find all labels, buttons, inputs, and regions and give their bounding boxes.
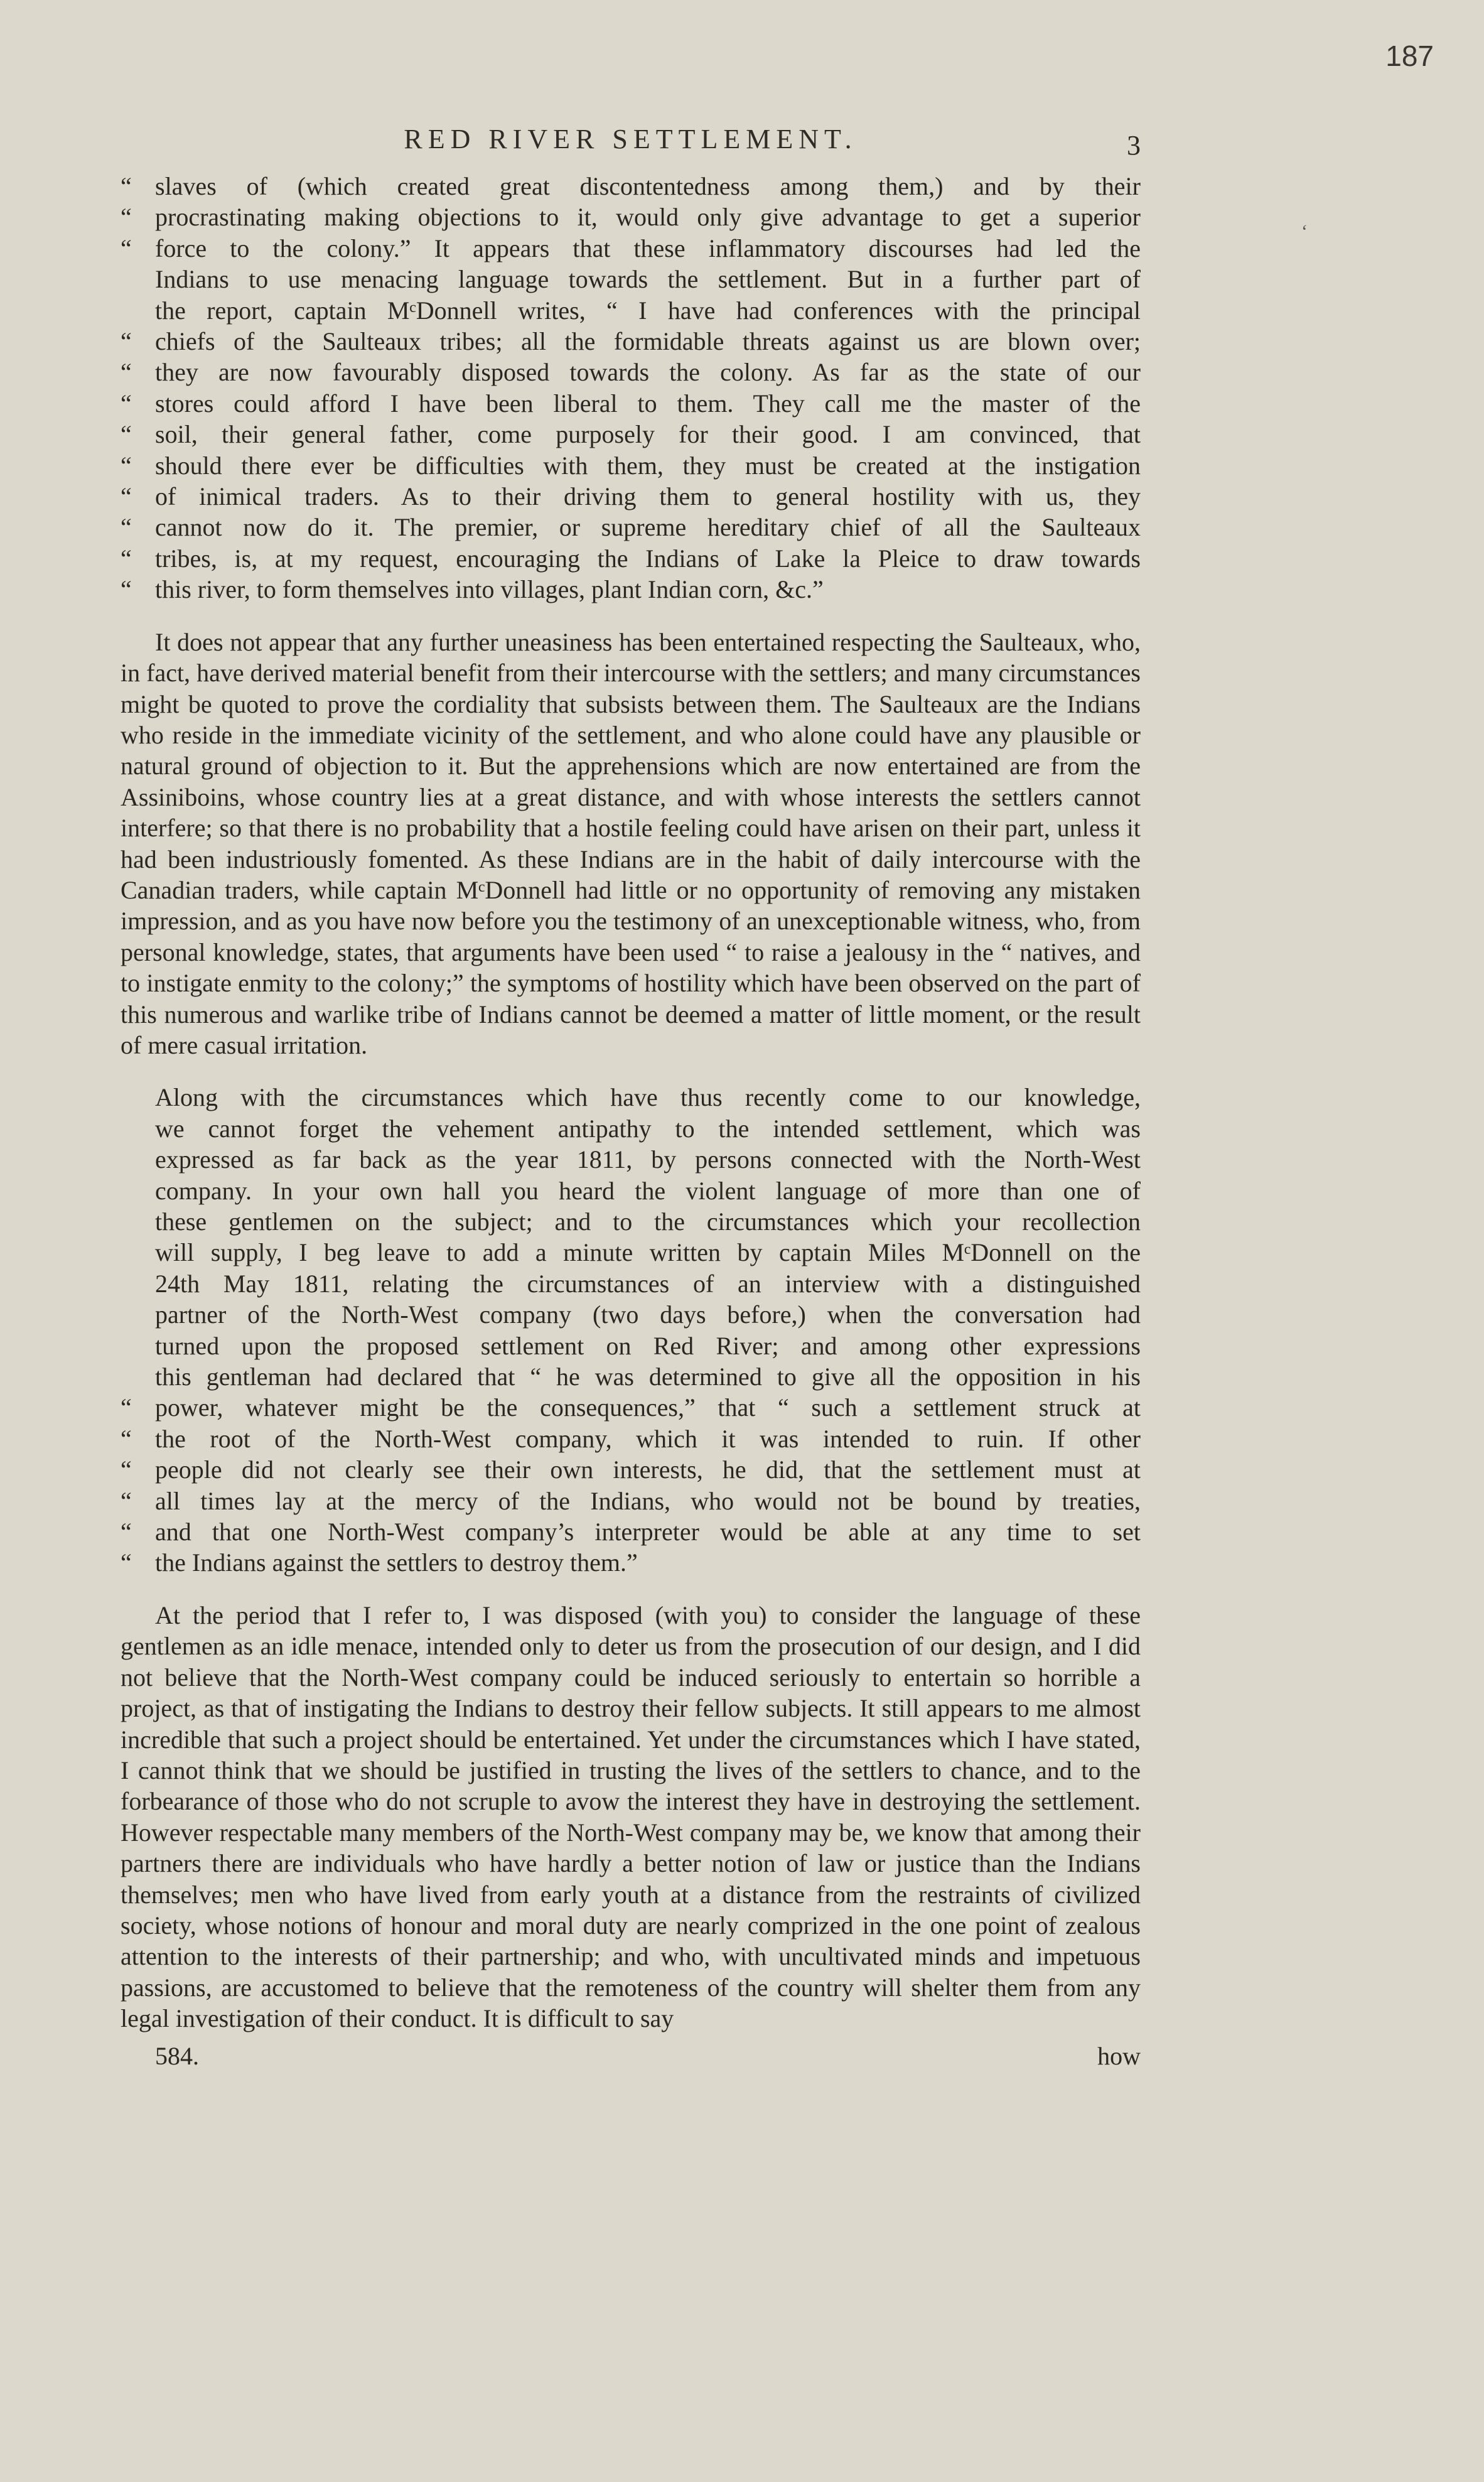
page-footer: [121, 2041, 1141, 2071]
text-line: [121, 1175, 1141, 1206]
text-line: [121, 574, 1141, 605]
text-line: [121, 1361, 1141, 1392]
text-line: [121, 1299, 1141, 1330]
line-text: they are now favourably disposed towards the colony. As far as the state of our: [155, 358, 1141, 387]
quote-mark: “: [121, 203, 132, 232]
line-text: company. In your own hall you heard the violent language of more than one of: [155, 1176, 1141, 1205]
archive-folio-number: 187: [1385, 40, 1434, 72]
signature-mark: 584.: [155, 2041, 199, 2070]
quote-mark: [121, 1206, 155, 1237]
quote-mark: [121, 295, 155, 326]
text-line: [121, 419, 1141, 450]
running-head: [121, 121, 1141, 171]
text-line: [121, 450, 1141, 481]
line-text: will supply, I beg leave to add a minute written by captain Miles MᶜDonnell on the: [155, 1238, 1141, 1267]
quote-mark: [121, 264, 155, 294]
line-text: this gentleman had declared that “ he was determined to give all the opposition in his: [155, 1362, 1141, 1391]
text-line: [121, 1206, 1141, 1237]
quote-mark: “: [121, 172, 132, 200]
line-text: these gentlemen on the subject; and to the circumstances which your recollection: [155, 1207, 1141, 1236]
line-text: stores could afford I have been liberal to them. They call me the master of the: [155, 389, 1141, 418]
line-text: force to the colony.” It appears that these inflammatory discourses had led the: [155, 234, 1141, 262]
text-line: [121, 264, 1141, 294]
text-line: [121, 1516, 1141, 1547]
document-page: [121, 121, 1141, 2071]
paragraph-minute-1811: [121, 1082, 1141, 1578]
line-text: tribes, is, at my request, encouraging the Indians of Lake la Pleice to draw towards: [155, 544, 1141, 573]
quote-mark: “: [121, 420, 132, 449]
text-line: [121, 481, 1141, 512]
line-text: the report, captain MᶜDonnell writes, “ I have had conferences with the principal: [155, 296, 1141, 325]
quote-mark: [121, 1268, 155, 1299]
text-line: [121, 1392, 1141, 1423]
line-text: and that one North-West company’s interpreter would be able at any time to set: [155, 1518, 1141, 1546]
text-line: [121, 543, 1141, 574]
text-line: [121, 388, 1141, 419]
line-text: people did not clearly see their own interests, he did, that the settlement must at: [155, 1455, 1141, 1484]
quote-mark: [121, 1361, 155, 1392]
quote-mark: “: [121, 451, 132, 480]
line-text: power, whatever might be the consequences,” that “ such a settlement struck at: [155, 1393, 1141, 1422]
catchword: how: [1097, 2041, 1141, 2070]
line-text: the root of the North-West company, which it was intended to ruin. If other: [155, 1424, 1141, 1453]
line-text: cannot now do it. The premier, or supreme hereditary chief of all the Saulteaux: [155, 513, 1141, 542]
quote-mark: [121, 1113, 155, 1144]
quote-mark: “: [121, 513, 132, 542]
line-text: of inimical traders. As to their driving them to general hostility with us, they: [155, 482, 1141, 511]
quote-mark: [121, 1082, 155, 1113]
quote-mark: [121, 1175, 155, 1206]
quote-mark: [121, 1330, 155, 1361]
text-line: [121, 295, 1141, 326]
line-text: slaves of (which created great discontentedness among them,) and by their: [155, 172, 1141, 200]
line-text: soil, their general father, come purposely for their good. I am convinced, that: [155, 420, 1141, 449]
text-line: [121, 1454, 1141, 1485]
line-text: all times lay at the mercy of the Indians, who would not be bound by treaties,: [155, 1486, 1141, 1515]
line-text: Indians to use menacing language towards the settlement. But in a further part of: [155, 265, 1141, 294]
quote-mark: “: [121, 1455, 132, 1484]
paragraph-period: At the period that I refer to, I was disposed (with you) to consider the language of these gentlemen as an idle menace, intended only to deter us from the prosecution of our design, and I did not believe that the North-West company could be induced seriously to entertain so horrible a project, as that of instigating the Indians to destroy their fellow subjects. It still appears to me almost incredible that such a project should be entertained. Yet under the circumstances which I have stated, I cannot think that we should be justified in trusting the lives of the settlers to chance, and to the forbearance of those who do not scruple to avow the interest they have in destroying the settlement. However respectable many members of the North-West company may be, we know that among their partners there are individuals who have hardly a better notion of law or justice than the Indians themselves; men who have lived from early youth at a distance from the restraints of civilized society, whose notions of honour and moral duty are nearly comprized in the one point of zealous attention to the interests of their partnership; and who, with uncultivated minds and impetuous passions, are accustomed to believe that the remoteness of the country will shelter them from any legal investigation of their conduct. It is difficult to say: [121, 1600, 1141, 2033]
paragraph-assiniboins: It does not appear that any further uneasiness has been entertained respecting the Saulteaux, who, in fact, have derived material benefit from their intercourse with the settlers; and many circumstances might be quoted to prove the cordiality that subsists between them. The Saulteaux are the Indians who reside in the immediate vicinity of the settlement, and who alone could have any plausible or natural ground of objection to it. But the apprehensions which are now entertained are from the Assiniboins, whose country lies at a great distance, and with whose interests the settlers cannot interfere; so that there is no probability that a hostile feeling could have arisen on their part, unless it had been industriously fomented. As these Indians are in the habit of daily intercourse with the Canadian traders, while captain MᶜDonnell had little or no opportunity of removing any mistaken impression, and as you have now before you the testimony of an unexceptionable witness, who, from personal knowledge, states, that arguments have been used “ to raise a jealousy in the “ natives, and to instigate enmity to the colony;” the symptoms of hostility which have been observed on the part of this numerous and warlike tribe of Indians cannot be deemed a matter of little moment, or the result of mere casual irritation.: [121, 627, 1141, 1059]
text-line: [121, 1423, 1141, 1454]
line-text: should there ever be difficulties with them, they must be created at the instigation: [155, 451, 1141, 480]
text-line: [121, 1547, 1141, 1578]
quote-mark: “: [121, 575, 132, 604]
quote-mark: “: [121, 358, 132, 387]
text-line: [121, 326, 1141, 357]
line-text: partner of the North-West company (two days before,) when the conversation had: [155, 1300, 1141, 1329]
text-line: [121, 512, 1141, 542]
quote-mark: “: [121, 482, 132, 511]
quote-mark: [121, 1299, 155, 1330]
text-line: [121, 171, 1141, 202]
quote-mark: “: [121, 1486, 132, 1515]
quote-mark: “: [121, 1518, 132, 1546]
quote-mark: “: [121, 234, 132, 262]
line-text: this river, to form themselves into villages, plant Indian corn, &c.”: [155, 575, 824, 604]
line-text: expressed as far back as the year 1811, by persons connected with the North-West: [155, 1145, 1141, 1174]
line-text: turned upon the proposed settlement on Red River; and among other expressions: [155, 1331, 1141, 1360]
quote-mark: “: [121, 327, 132, 356]
text-line: [121, 1144, 1141, 1175]
quote-mark: “: [121, 1424, 132, 1453]
line-text: Along with the circumstances which have thus recently come to our knowledge,: [155, 1083, 1141, 1112]
text-line: [121, 1082, 1141, 1113]
quote-mark: “: [121, 1548, 132, 1577]
quote-mark: “: [121, 544, 132, 573]
text-line: [121, 1113, 1141, 1144]
text-line: [121, 1237, 1141, 1268]
quote-mark: [121, 1237, 155, 1268]
text-line: [121, 357, 1141, 387]
opening-quote-block: [121, 171, 1141, 605]
quote-mark: “: [121, 389, 132, 418]
text-line: [121, 1268, 1141, 1299]
page-number: 3: [1127, 130, 1141, 161]
stray-margin-mark: ‘: [1301, 221, 1308, 242]
quote-mark: “: [121, 1393, 132, 1422]
line-text: procrastinating making objections to it, would only give advantage to get a superior: [155, 203, 1141, 232]
text-line: [121, 1330, 1141, 1361]
text-line: [121, 202, 1141, 232]
text-line: [121, 1486, 1141, 1516]
running-title: RED RIVER SETTLEMENT.: [404, 124, 858, 154]
text-line: [121, 233, 1141, 264]
line-text: chiefs of the Saulteaux tribes; all the formidable threats against us are blown over;: [155, 327, 1141, 356]
quote-mark: [121, 1144, 155, 1175]
line-text: the Indians against the settlers to destroy them.”: [155, 1548, 638, 1577]
line-text: 24th May 1811, relating the circumstances of an interview with a distinguished: [155, 1269, 1141, 1298]
line-text: we cannot forget the vehement antipathy to the intended settlement, which was: [155, 1114, 1141, 1143]
